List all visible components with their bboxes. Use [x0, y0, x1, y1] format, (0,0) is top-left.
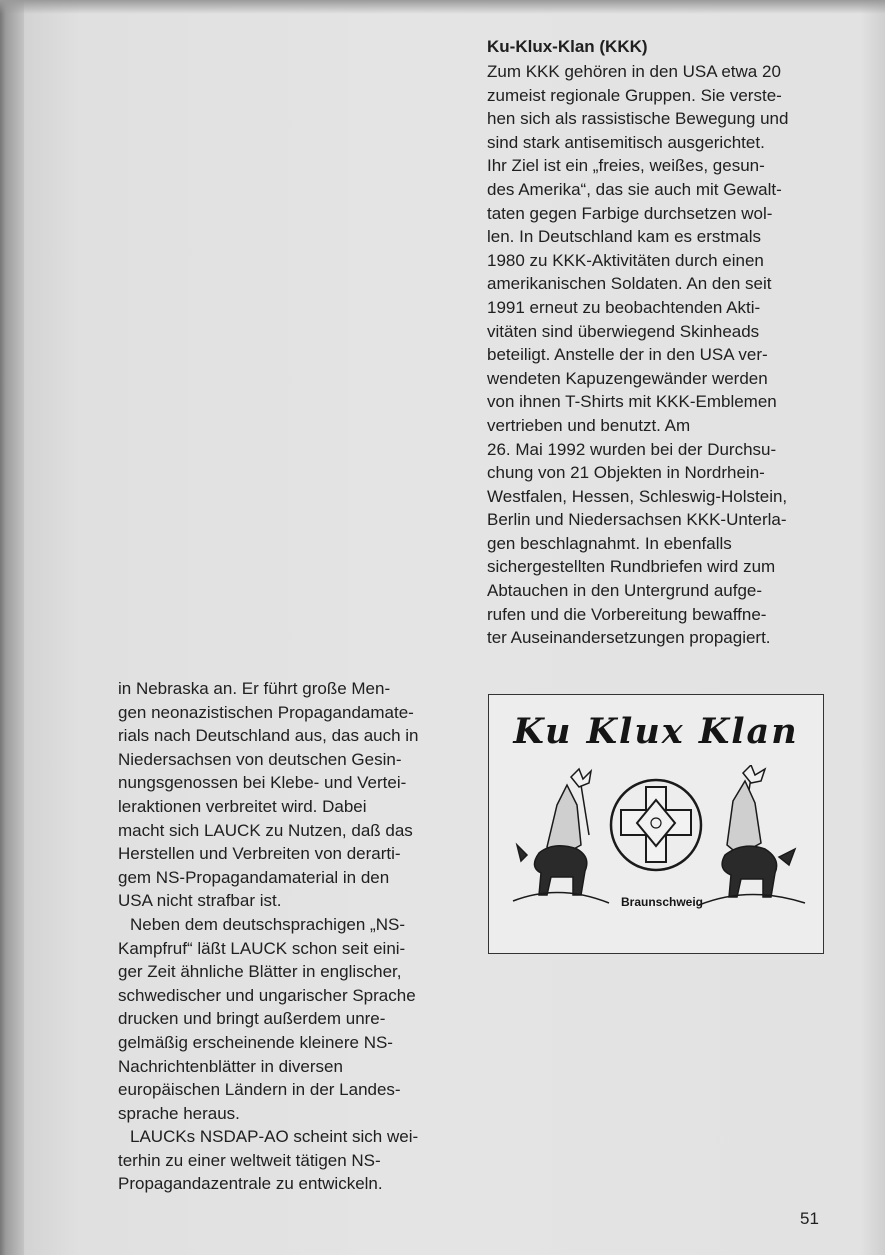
emblem-title: Ku Klux Klan [513, 711, 799, 752]
right-column [487, 34, 847, 650]
section-heading: Ku-Klux-Klan (KKK) [487, 37, 648, 56]
kkk-emblem-figure [488, 694, 824, 954]
body-paragraph: in Nebraska an. Er führt große Men- gen neonazistischen Propagandamate- rials nach Deutschland aus, das auch in Niedersachsen von deutschen Gesin- nungsgenossen bei Klebe- und Vertei- leraktionen verbreitet wird. Dabei macht sich LAUCK zu Nutzen, daß das Herstellen und Verbreiten von derarti- gem NS-Propagandamaterial in den USA nicht strafbar ist. [118, 679, 419, 911]
section-paragraph: Zum KKK gehören in den USA etwa 20 zumeist regionale Gruppen. Sie verste- hen sich als rassistische Bewegung und sind stark antisemitisch ausgerichtet. Ihr Ziel ist ein „freies, weißes, gesun- des Amerika“, das sie auch mit Gewalt- taten gegen Farbige durchsetzen wol- len. In Deutschland kam es erstmals 1980 zu KKK-Aktivitäten durch einen amerikanischen Soldaten. An den seit 1991 erneut zu beobachtenden Akti- vitäten sind überwiegend Skinheads beteiligt. Anstelle der in den USA ver- wendeten Kapuzengewänder werden von ihnen T-Shirts mit KKK-Emblemen vertrieben und benutzt. Am 26. Mai 1992 wurden bei der Durchsu- chung von 21 Objekten in Nordrhein- Westfalen, Hessen, Schleswig-Holstein, Berlin und Niedersachsen KKK-Unterla- gen beschlagnahmt. In ebenfalls sichergestellten Rundbriefen wird zum Abtauchen in den Untergrund aufge- rufen und die Vorbereitung bewaffne- ter Auseinandersetzungen propagiert. [487, 62, 789, 648]
kkk-emblem-icon [499, 765, 813, 940]
binding-shadow [0, 0, 24, 1255]
body-paragraph: LAUCKs NSDAP-AO scheint sich wei- terhin zu einer weltweit tätigen NS- Propagandazentrale zu entwickeln. [118, 1127, 419, 1194]
page-number: 51 [800, 1209, 819, 1228]
emblem-city-label: Braunschweig [620, 895, 704, 909]
body-paragraph: Neben dem deutschsprachigen „NS- Kampfruf“ läßt LAUCK schon seit eini- ger Zeit ähnliche Blätter in englischer, schwedischer und ungarischer Sprache drucken und bringt außerdem unre- gelmäßig erscheinende kleinere NS- Nachrichtenblätter in diversen europäischen Ländern in der Landes- sprache heraus. [118, 914, 416, 1123]
scan-edge-shadow [0, 0, 885, 14]
left-column [118, 677, 458, 1196]
